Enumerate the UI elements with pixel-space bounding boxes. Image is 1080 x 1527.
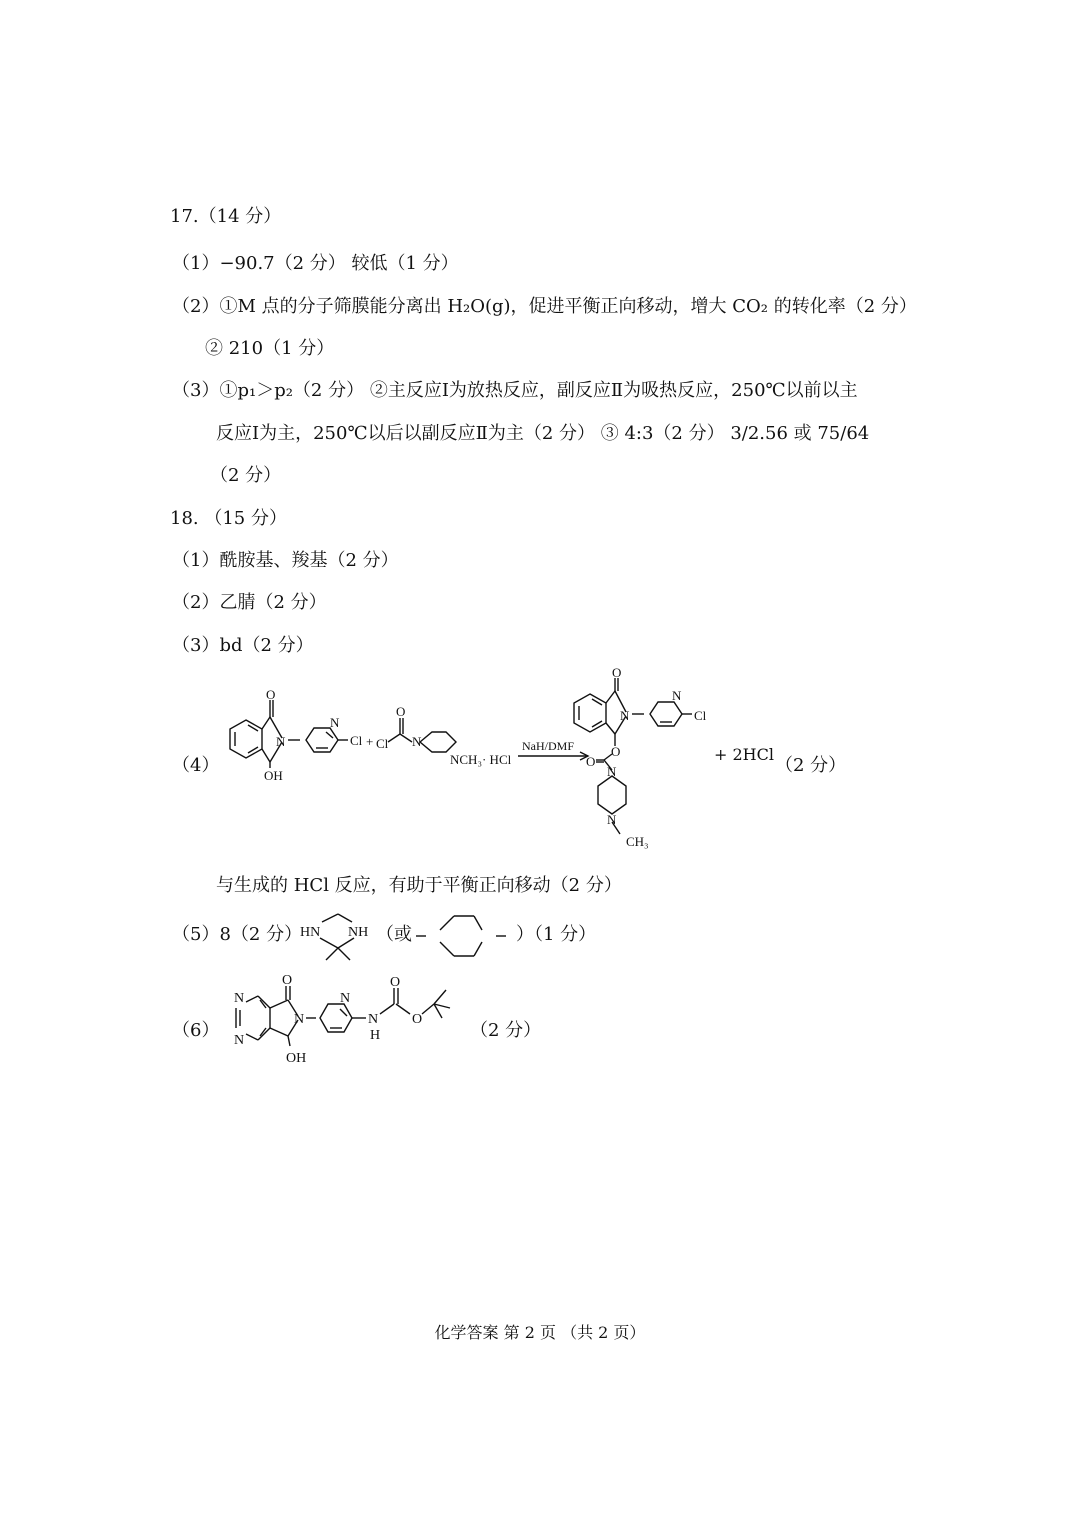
o-label: O xyxy=(611,744,621,759)
o-label: O xyxy=(412,1012,423,1027)
q18-part6-label: （6） xyxy=(172,1020,220,1041)
n-label: N xyxy=(234,1033,245,1048)
q18-part5-alt-close: ）（1 分） xyxy=(516,924,597,945)
q18-part4-byproduct: + 2HCl xyxy=(714,745,774,764)
q18-part6-structure xyxy=(214,968,464,1068)
hn-label: HN xyxy=(300,925,321,940)
cl-label: Cl xyxy=(694,708,707,723)
q18-header: 18. （15 分） xyxy=(170,508,287,529)
cl-label: Cl xyxy=(376,736,389,751)
q17-part2-line1: （2）①M 点的分子筛膜能分离出 H₂O(g)，促进平衡正向移动，增大 CO₂ 的转化率（2 分） xyxy=(172,296,917,317)
o-label: O xyxy=(612,665,622,680)
cl-label: Cl xyxy=(350,733,363,748)
o-label: O xyxy=(282,973,293,988)
page-footer: 化学答案 第 2 页 （共 2 页） xyxy=(434,1323,646,1342)
n-label: N xyxy=(234,991,245,1006)
q17-part3-line1: （3）①p₁＞p₂（2 分） ②主反应Ⅰ为放热反应，副反应Ⅱ为吸热反应，250℃以前以主 xyxy=(172,380,858,401)
n-label: N xyxy=(276,734,286,749)
q18-part4-label: （4） xyxy=(172,755,220,776)
ch3-label: CH₃ xyxy=(626,834,649,849)
q18-part1: （1）酰胺基、羧基（2 分） xyxy=(172,550,399,571)
n-label: N xyxy=(294,1012,305,1027)
n-label: N xyxy=(340,991,351,1006)
q18-part5-prefix: （5）8（2 分） xyxy=(172,924,303,945)
q18-part5-alt-structure xyxy=(412,908,518,968)
n-label: N xyxy=(620,708,630,723)
n-label: N xyxy=(672,688,682,703)
q18-part2: （2）乙腈（2 分） xyxy=(172,592,327,613)
q18-part3: （3）bd（2 分） xyxy=(172,635,314,656)
o-label: O xyxy=(396,704,406,719)
o-label: O xyxy=(390,975,401,990)
o-label: O xyxy=(586,754,596,769)
nh-label: NH xyxy=(348,925,369,940)
q18-part6-score: （2 分） xyxy=(470,1020,542,1041)
n-label: N xyxy=(368,1012,379,1027)
n-label: N xyxy=(607,764,617,779)
o-label: O xyxy=(266,687,276,702)
reaction-conditions: NaH/DMF xyxy=(522,739,575,753)
h-label: H xyxy=(370,1028,381,1043)
n-label: N xyxy=(412,734,422,749)
q17-part2-line2: ② 210（1 分） xyxy=(205,338,335,359)
q18-part5-alt-open: （或 xyxy=(376,924,412,945)
q18-part4-score: （2 分） xyxy=(775,755,847,776)
plus-sign: + xyxy=(366,734,374,749)
reagent-tail: NCH₃· HCl xyxy=(450,752,512,767)
q17-part3-line2: 反应Ⅰ为主，250℃以后以副反应Ⅱ为主（2 分） ③ 4:3（2 分） 3/2.56 或 75/64 xyxy=(216,423,870,444)
q17-part1: （1）−90.7（2 分） 较低（1 分） xyxy=(172,253,459,274)
q17-part3-line3: （2 分） xyxy=(210,465,282,486)
oh-label: OH xyxy=(286,1051,307,1066)
q18-part4-note: 与生成的 HCl 反应，有助于平衡正向移动（2 分） xyxy=(216,875,622,896)
q18-part5-structure xyxy=(296,908,380,968)
n-label: N xyxy=(607,812,617,827)
n-label: N xyxy=(330,715,340,730)
oh-label: OH xyxy=(264,768,283,783)
q17-header: 17.（14 分） xyxy=(170,206,282,227)
